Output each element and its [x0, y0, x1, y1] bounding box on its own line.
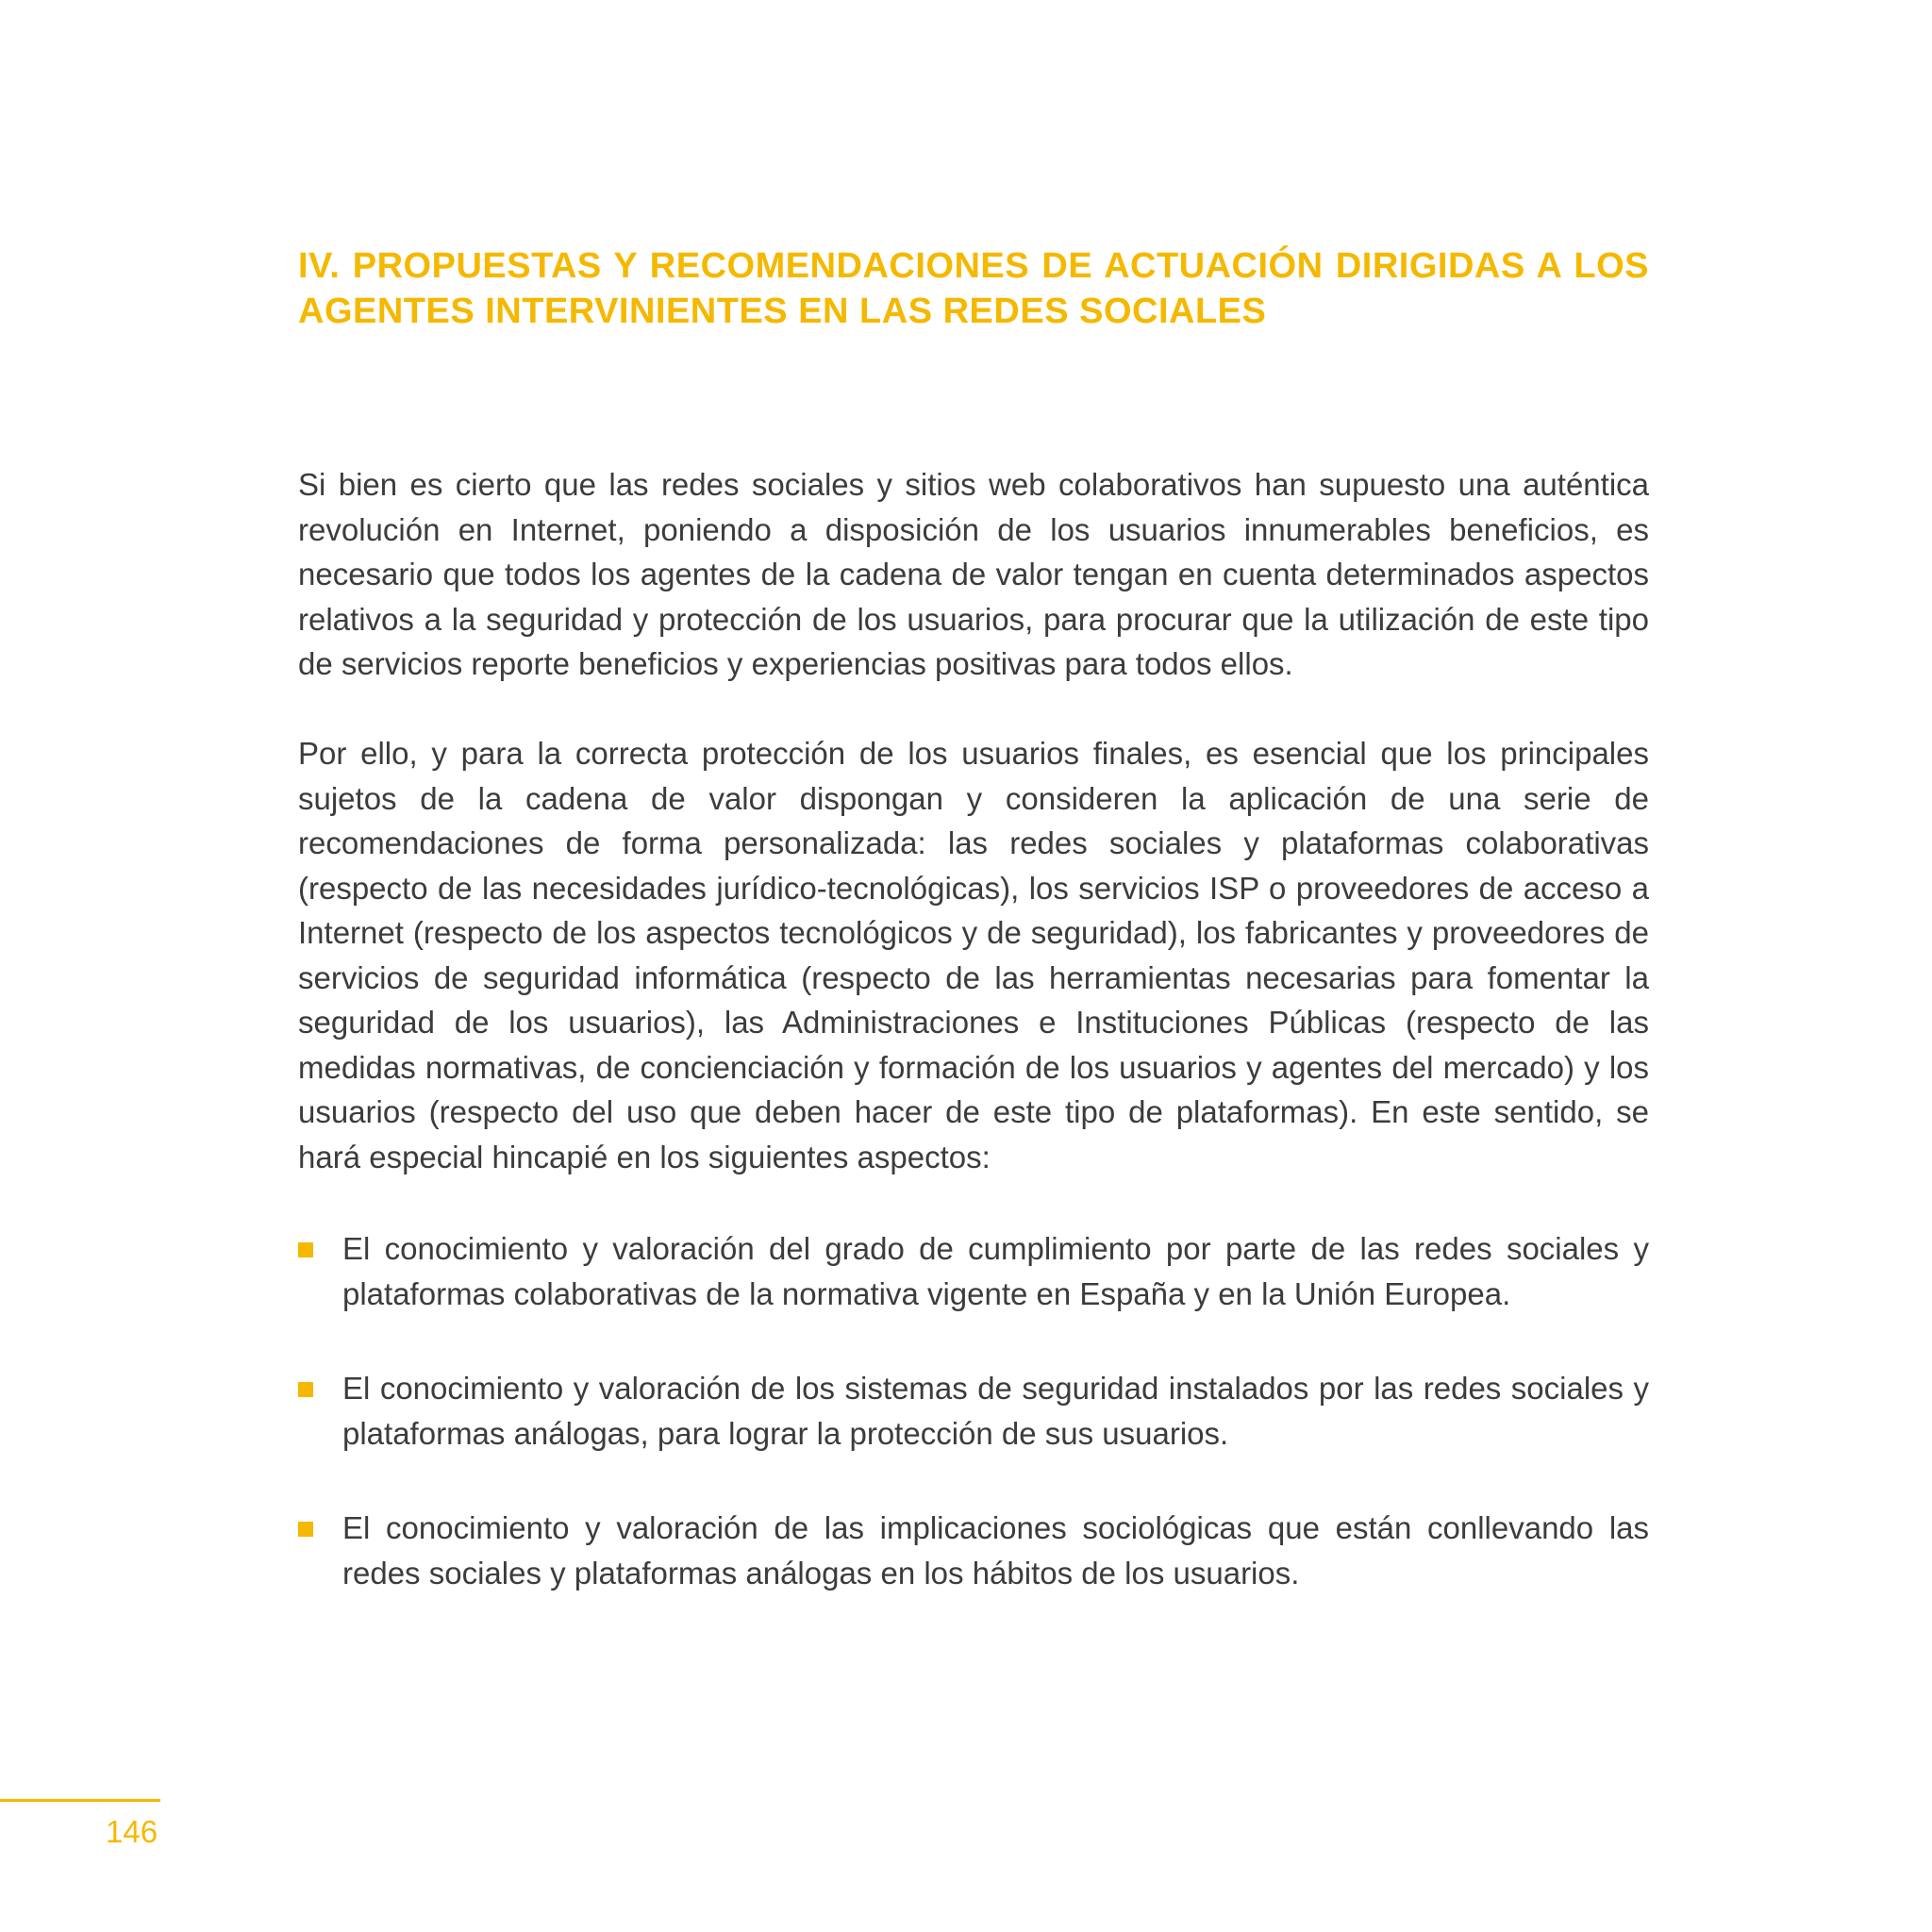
list-item	[298, 1226, 1649, 1316]
list-item	[298, 1506, 1649, 1595]
aspects-list	[298, 1226, 1649, 1645]
square-bullet-icon	[298, 1522, 313, 1537]
list-item	[298, 1366, 1649, 1456]
footer-rule	[0, 1799, 160, 1802]
square-bullet-icon	[298, 1242, 313, 1257]
square-bullet-icon	[298, 1382, 313, 1397]
page-number: 146	[106, 1814, 158, 1849]
list-item-text: El conocimiento y valoración de las implicaciones sociológicas que están conllevando las redes sociales y plataformas análogas en los hábitos de los usuarios.	[342, 1510, 1649, 1591]
section-heading: IV. PROPUESTAS Y RECOMENDACIONES DE ACTUACIÓN DIRIGIDAS A LOS AGENTES INTERVINIENTES EN LAS REDES SOCIALES	[298, 246, 1649, 331]
recommendations-paragraph: Por ello, y para la correcta protección de los usuarios finales, es esencial que los principales sujetos de la cadena de valor dispongan y consideren la aplicación de una serie de recomendaciones de forma personalizada: las redes sociales y plataformas colaborativas (respecto de las necesidades jurídico-tecnológicas), los servicios ISP o proveedores de acceso a Internet (respecto de los aspectos tecnológicos y de seguridad), los fabricantes y proveedores de servicios de seguridad informática (respecto de las herramientas necesarias para fomentar la seguridad de los usuarios), las Administraciones e Instituciones Públicas (respecto de las medidas normativas, de concienciación y formación de los usuarios y agentes del mercado) y los usuarios (respecto del uso que deben hacer de este tipo de plataformas). En este sentido, se hará especial hincapié en los siguientes aspectos:	[298, 736, 1649, 1174]
list-item-text: El conocimiento y valoración de los sistemas de seguridad instalados por las redes sociales y plataformas análogas, para lograr la protección de sus usuarios.	[342, 1371, 1649, 1451]
intro-paragraph: Si bien es cierto que las redes sociales y sitios web colaborativos han supuesto una auténtica revolución en Internet, poniendo a disposición de los usuarios innumerables beneficios, es necesario que todos los agentes de la cadena de valor tengan en cuenta determinados aspectos relativos a la seguridad y protección de los usuarios, para procurar que la utilización de este tipo de servicios reporte beneficios y experiencias positivas para todos ellos.	[298, 467, 1649, 681]
list-item-text: El conocimiento y valoración del grado de cumplimiento por parte de las redes sociales y plataformas colaborativas de la normativa vigente en España y en la Unión Europea.	[342, 1231, 1649, 1311]
